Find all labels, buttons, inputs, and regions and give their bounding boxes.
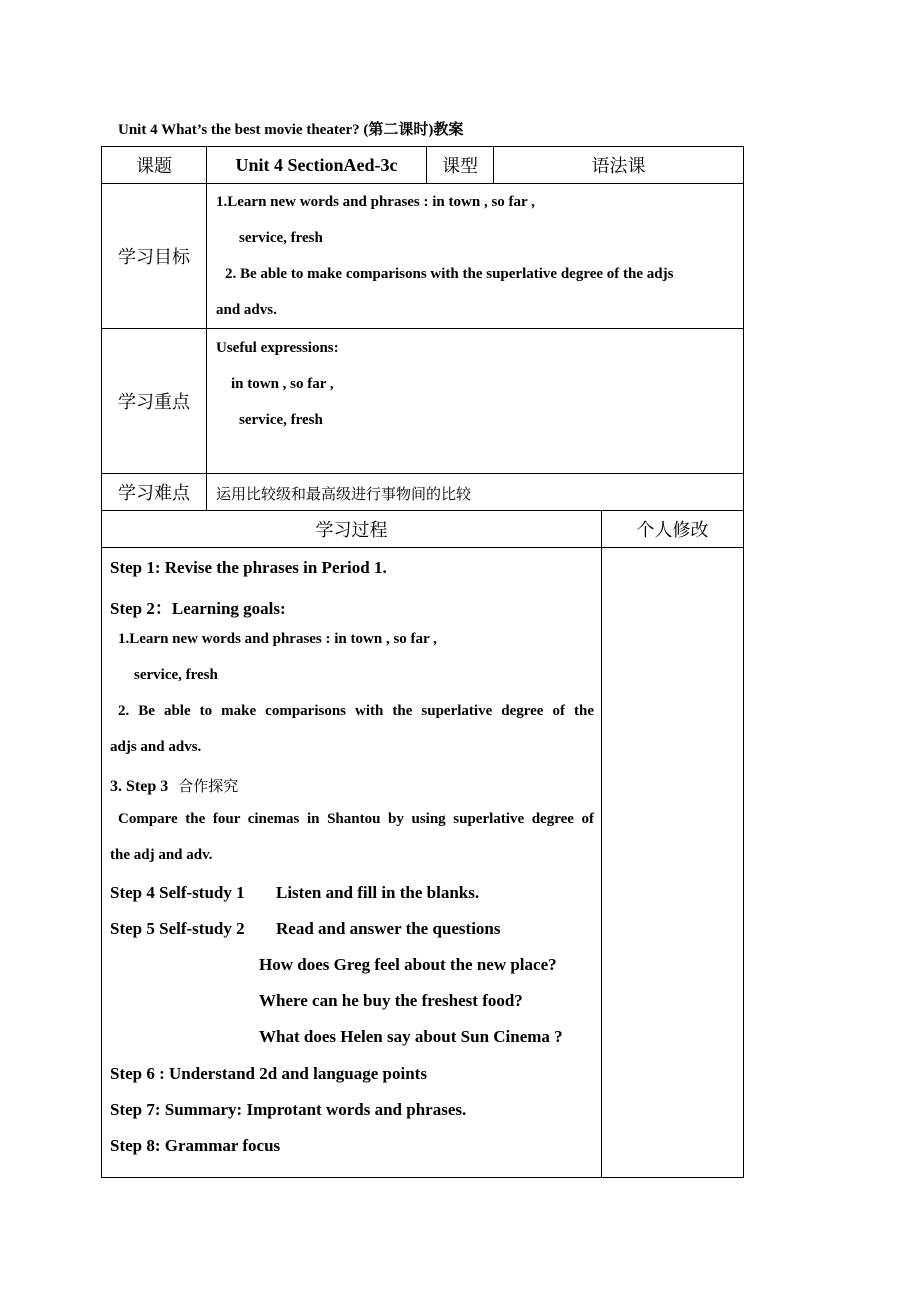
step-8: Step 8: Grammar focus — [110, 1136, 281, 1155]
document-title: Unit 4 What’s the best movie theater? (第二课时)教案 — [118, 122, 464, 138]
difficulties-label-cell — [101, 473, 207, 511]
topic-value: Unit 4 SectionAed-3c — [235, 154, 398, 175]
topic-value-cell — [206, 146, 427, 184]
type-label-cell — [426, 146, 494, 184]
topic-label: 课题 — [136, 156, 172, 177]
step-6: Step 6 : Understand 2d and language points — [110, 1064, 427, 1083]
process-content-cell — [101, 547, 602, 1178]
revision-header-cell — [601, 510, 744, 548]
objectives-label: 学习目标 — [118, 247, 190, 268]
process-header-cell — [101, 510, 602, 548]
objective-line: service, fresh — [239, 230, 323, 246]
key-points-label-cell — [101, 328, 207, 474]
goal-1-continued: service, fresh — [134, 667, 218, 683]
compare-task: Compare the four cinemas in Shantou by using superlative degree of — [118, 811, 594, 827]
objective-line: and advs. — [216, 302, 277, 318]
type-value: 语法课 — [591, 156, 646, 177]
objective-line: 2. Be able to make comparisons with the superlative degree of the adjs — [225, 266, 674, 282]
key-points-content-cell — [206, 328, 744, 474]
revision-header: 个人修改 — [636, 520, 709, 541]
goal-2-continued: adjs and advs. — [110, 739, 202, 755]
type-value-cell — [493, 146, 744, 184]
step-3-cn: 合作探究 — [178, 777, 239, 795]
objectives-label-cell — [101, 183, 207, 329]
process-header: 学习过程 — [315, 520, 388, 541]
step-3-prefix: 3. Step 3 — [110, 778, 169, 795]
difficulties-text: 运用比较级和最高级进行事物间的比较 — [216, 485, 472, 503]
step-4-task: Listen and fill in the blanks. — [276, 883, 480, 902]
type-label: 课型 — [442, 156, 478, 177]
objectives-content-cell — [206, 183, 744, 329]
topic-label-cell — [101, 146, 207, 184]
objective-line: 1.Learn new words and phrases : in town , so far , — [216, 194, 535, 210]
step-4: Step 4 Self-study 1 — [110, 883, 245, 902]
key-point-line: Useful expressions: — [216, 340, 339, 356]
question-item: What does Helen say about Sun Cinema ? — [259, 1027, 563, 1046]
step-2: Step 2：Learning goals: — [110, 599, 286, 618]
key-points-label: 学习重点 — [118, 392, 190, 413]
step-1: Step 1: Revise the phrases in Period 1. — [110, 558, 387, 577]
revision-content-cell — [601, 547, 744, 1178]
difficulties-content-cell — [206, 473, 744, 511]
goal-2: 2. Be able to make comparisons with the superlative degree of the — [118, 703, 594, 719]
difficulties-label: 学习难点 — [118, 483, 190, 504]
step-7: Step 7: Summary: Improtant words and phrases. — [110, 1100, 467, 1119]
compare-task-continued: the adj and adv. — [110, 847, 213, 863]
question-item: Where can he buy the freshest food? — [259, 991, 523, 1010]
step-5: Step 5 Self-study 2 — [110, 919, 245, 938]
step-3 — [110, 775, 238, 796]
step-5-task: Read and answer the questions — [276, 919, 501, 938]
question-item: How does Greg feel about the new place? — [259, 955, 557, 974]
key-point-line: in town , so far , — [231, 376, 334, 392]
key-point-line: service, fresh — [239, 412, 323, 428]
goal-1: 1.Learn new words and phrases : in town , so far , — [118, 631, 437, 647]
